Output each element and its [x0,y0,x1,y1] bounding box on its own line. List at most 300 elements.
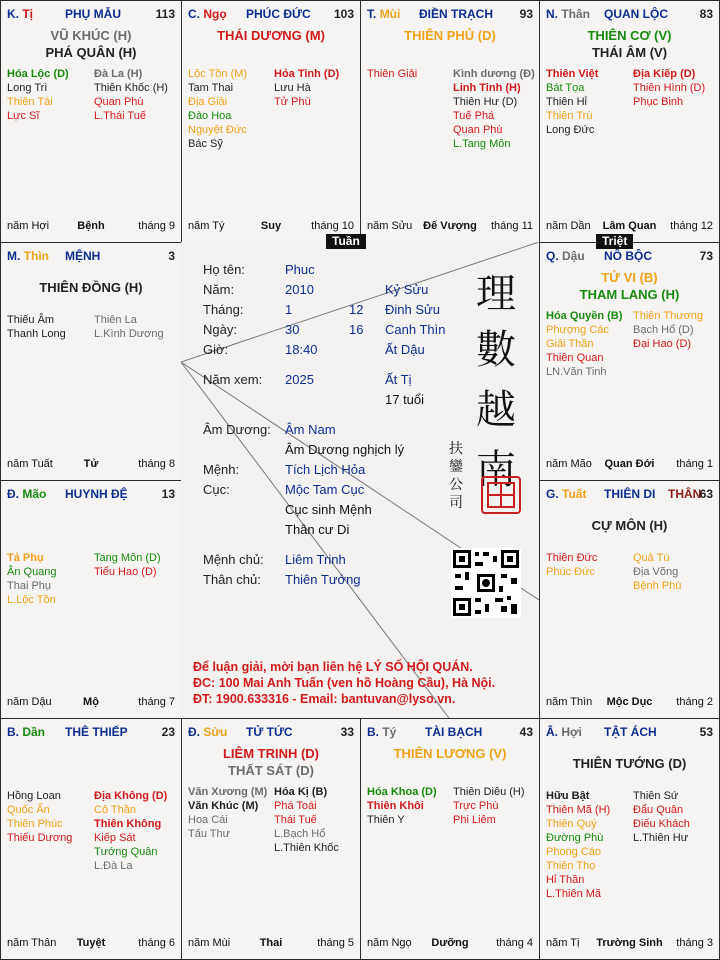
footer-life-stage: Mộ [83,696,99,708]
major-stars [361,745,539,762]
minor-stars-left [546,67,598,137]
company-char-2: 鑾 [449,459,463,475]
minor-star: Văn Xương (M) [188,786,268,798]
minor-stars-left [188,67,247,151]
company-vertical-text [449,440,465,512]
palace-position [367,7,400,21]
minor-star: Hữu Bật [546,790,590,802]
minor-star: Đào Hoa [188,110,232,122]
major-stars [540,517,719,534]
minor-star: Thiên Trù [546,110,593,122]
minor-star: Linh Tinh (H) [453,82,521,94]
contact-line-1: Để luận giải, mời bạn liên hệ LÝ SỐ HỘI QUÁN. [193,660,473,674]
palace-number: 73 [699,249,713,263]
minor-star: Thiên Thọ [546,860,596,872]
hour-value: 18:40 [285,342,318,357]
minor-star: Thái Tuế [274,814,317,826]
minor-star: Thiên Sứ [633,790,679,802]
palace-position [7,7,33,21]
position-branch: Thìn [23,249,50,263]
footer-life-stage: Suy [260,220,282,232]
minor-star: Tử Phù [274,96,311,108]
minor-star: Cô Thần [94,804,136,816]
major-star: THÁI DƯƠNG (M) [217,28,325,43]
position-branch: Mão [22,487,47,501]
minor-star: Phá Toái [274,800,317,812]
minor-star: Long Trì [7,82,48,94]
major-stars [361,27,539,44]
palace-number: 53 [699,725,713,739]
position-branch: Tý [382,725,397,739]
footer-month: tháng 8 [138,458,175,470]
minor-star: Thiên Diêu (H) [453,786,525,798]
palace-position [188,725,227,739]
position-branch: Dần [22,725,46,739]
minor-star: Quan Phù [94,96,144,108]
minor-star: Giải Thần [546,338,594,350]
menh-label: Mệnh: [203,462,240,477]
position-label: C. [188,7,200,21]
minor-star: Quốc Ấn [7,804,50,816]
palace-name: TỬ TỨC [246,725,293,739]
minor-stars-left [7,67,69,123]
minor-stars-right [453,785,525,827]
palace-footer [188,220,354,234]
palace-name: PHỤ MẪU [65,7,121,21]
palace-header [546,249,713,265]
palace-header [546,7,713,23]
minor-stars-left [7,313,66,341]
day-lunar: 30 [285,322,300,337]
footer-month: tháng 3 [676,937,713,949]
palace-name: PHÚC ĐỨC [246,7,311,21]
position-label: K. [7,7,19,21]
minor-star: Đà La (H) [94,68,143,80]
minor-stars-right [94,789,167,873]
footer-life-stage: Tử [83,458,99,470]
calligraphy-char-2: 數 [476,327,516,373]
minor-stars-right [94,67,168,123]
footer-life-stage: Lâm Quan [602,220,657,232]
palace-name: TẬT ÁCH [604,725,657,739]
footer-life-stage: Mộc Dục [606,696,653,708]
minor-star: Thiên Quan [546,352,604,364]
cell-mui [360,0,540,243]
palace-number: 93 [519,7,533,21]
minor-star: L.Thiên Khốc [274,842,339,854]
minor-star: Địa Kiếp (D) [633,68,696,80]
palace-header [7,249,175,265]
palace-position [7,487,46,501]
minor-star: Thanh Long [7,328,66,340]
contact-phone-email[interactable]: ĐT: 1900.633316 - Email: bantuvan@lyso.vn. [193,692,456,706]
palace-footer [7,937,175,951]
minor-star: Quả Tú [633,552,670,564]
position-branch: Ngọ [203,7,227,21]
year-can-chi: Kỷ Sửu [385,282,429,297]
minor-star: L.Lộc Tồn [7,594,56,606]
menh-chu-value: Liêm Trinh [285,552,346,567]
triet-marker: Triệt [596,234,633,249]
footer-month: tháng 5 [317,937,354,949]
minor-star: Đường Phù [546,832,604,844]
cell-tuat [539,480,720,719]
cell-dau [539,242,720,481]
major-star: THIÊN PHỦ (D) [404,28,496,43]
position-branch: Mùi [379,7,401,21]
minor-star: Phi Liêm [453,814,496,826]
palace-footer [367,937,533,951]
minor-stars-left [367,785,437,827]
minor-star: Thiên Hỉ [546,96,587,108]
footer-year: năm Sửu [367,220,413,232]
palace-header [367,7,533,23]
cell-dan [0,718,182,960]
minor-stars-right [453,67,535,151]
minor-star: Thiên Mã (H) [546,804,611,816]
position-label: T. [367,7,377,21]
minor-star: Kình dương (Đ) [453,68,535,80]
palace-name: HUYNH ĐỆ [65,487,128,501]
palace-number: 33 [340,725,354,739]
footer-year: năm Ngọ [367,937,412,949]
palace-position [546,487,586,501]
name-label: Họ tên: [203,262,245,277]
minor-star: Thiên Việt [546,68,599,80]
minor-star: Tam Thai [188,82,234,94]
minor-star: Thiên Hình (D) [633,82,706,94]
menh-value: Tích Lịch Hỏa [285,462,366,477]
palace-position [546,725,582,739]
minor-star: L.Thái Tuế [94,110,146,122]
cuc-note-2: Thân cư Di [285,522,350,537]
position-label: G. [546,487,559,501]
footer-life-stage: Thai [259,937,283,949]
view-year-value: 2025 [285,372,314,387]
minor-star: Địa Không (D) [94,790,168,802]
cell-than [539,0,720,243]
footer-month: tháng 10 [311,220,354,232]
palace-number: 113 [155,7,175,21]
palace-footer [546,937,713,951]
footer-year: năm Mùi [188,937,231,949]
footer-year: năm Tý [188,220,225,232]
palace-number: 83 [699,7,713,21]
view-year-can-chi: Ất Tị [385,372,412,387]
footer-month: tháng 4 [496,937,533,949]
palace-footer [7,220,175,234]
minor-star: Thai Phụ [7,580,52,592]
palace-number: 23 [161,725,175,739]
cuc-note-1: Cục sinh Mệnh [285,502,372,517]
footer-year: năm Tuất [7,458,53,470]
minor-star: LN.Văn Tinh [546,366,607,378]
minor-star: L.Thiên Mã [546,888,602,900]
minor-star: Hoa Cái [188,814,228,826]
minor-stars-left [546,551,597,579]
major-star: THAM LANG (H) [579,287,680,302]
minor-star: Đại Hao (D) [633,338,692,350]
palace-header [7,725,175,741]
than-marker: THÂN [668,487,702,501]
footer-year: năm Thìn [546,696,593,708]
major-star: TỬ VI (B) [601,270,658,285]
position-label: Đ. [188,725,200,739]
position-branch: Dậu [562,249,585,263]
footer-month: tháng 2 [676,696,713,708]
minor-star: Thiên Khốc (H) [94,82,168,94]
major-star: THIÊN TƯỚNG (D) [572,756,687,771]
minor-star: Lực Sĩ [7,110,40,122]
palace-position [7,249,49,263]
cell-ngo [181,0,361,243]
cell-ti [0,0,182,243]
minor-star: Tuế Phá [453,110,495,122]
palace-number: 63 [699,487,713,501]
calligraphy-char-3: 越 [476,387,516,433]
minor-stars-right [633,67,705,109]
day-label: Ngày: [203,322,237,337]
minor-stars-left [7,551,57,607]
palace-header [7,487,175,503]
major-star: LIÊM TRINH (D) [222,746,320,761]
year-label: Năm: [203,282,235,297]
palace-footer [7,458,175,472]
palace-position [188,7,227,21]
view-year-row [203,372,523,387]
cell-ty [360,718,540,960]
hour-label: Giờ: [203,342,229,357]
minor-star: L.Kình Dương [94,328,164,340]
minor-star: L.Bạch Hổ [274,828,326,840]
position-label: Đ. [7,487,19,501]
footer-month: tháng 7 [138,696,175,708]
minor-stars-right [94,551,161,579]
company-char-4: 司 [449,495,463,511]
minor-star: Đẩu Quân [633,804,684,816]
minor-star: Hóa Khoa (D) [367,786,437,798]
position-label: Q. [546,249,559,263]
major-stars [182,745,360,779]
company-char-1: 扶 [449,441,463,457]
minor-stars-right [94,313,164,341]
minor-stars-right [274,67,339,109]
minor-star: Kiếp Sát [94,832,136,844]
minor-star: Bệnh Phù [633,580,682,592]
palace-number: 103 [333,7,354,21]
palace-name: THÊ THIẾP [65,725,128,739]
age-value: 17 tuổi [385,392,425,407]
than-chu-label: Thân chủ: [203,572,261,587]
palace-position [546,249,585,263]
minor-stars-right [633,789,690,845]
company-char-3: 公 [449,477,463,493]
palace-header [546,487,713,503]
minor-star: L.Đà La [94,860,133,872]
major-stars [182,27,360,44]
footer-month: tháng 1 [676,458,713,470]
palace-footer [546,458,713,472]
major-stars [540,269,719,303]
footer-year: năm Dần [546,220,591,232]
view-year-label: Năm xem: [203,372,263,387]
minor-stars-right [633,309,703,351]
minor-stars-right [633,551,681,593]
minor-stars-left [7,789,72,845]
menh-chu-label: Mệnh chủ: [203,552,264,567]
minor-star: Trực Phù [453,800,499,812]
palace-position [546,7,590,21]
footer-month: tháng 6 [138,937,175,949]
name-value: Phuc [285,262,315,277]
contact-address: ĐC: 100 Mai Anh Tuấn (ven hồ Hoàng Cầu), Hà Nội. [193,676,496,690]
position-label: M. [7,249,21,263]
red-seal-stamp [481,476,521,514]
day-solar: 16 [349,322,364,337]
footer-life-stage: Trường Sinh [596,937,663,949]
footer-year: năm Hợi [7,220,50,232]
cuc-value: Mộc Tam Cục [285,482,365,497]
am-duong-label: Âm Dương: [203,422,271,437]
minor-star: Địa Võng [633,566,679,578]
major-stars [1,279,181,296]
major-stars [540,27,719,61]
palace-header [188,7,354,23]
minor-star: Tiểu Hao (D) [94,566,157,578]
minor-star: Phục Binh [633,96,684,108]
minor-star: Thiên Phúc [7,818,63,830]
major-stars [540,755,719,772]
tuan-marker: Tuần [326,234,366,249]
footer-month: tháng 12 [670,220,713,232]
month-label: Tháng: [203,302,244,317]
major-star: THÁI ÂM (V) [591,45,668,60]
footer-life-stage: Bệnh [77,220,105,232]
minor-star: L.Tang Môn [453,138,511,150]
minor-stars-left [546,309,622,379]
palace-name: NÔ BỘC [604,249,652,263]
minor-star: Tả Phụ [7,552,44,564]
minor-star: Thiên Giải [367,68,418,80]
palace-position [367,725,396,739]
center-info-panel [181,242,539,718]
footer-year: năm Thân [7,937,57,949]
footer-year: năm Mão [546,458,592,470]
minor-star: Hỉ Thần [546,874,585,886]
minor-star: Quan Phù [453,124,503,136]
palace-footer [546,220,713,234]
month-lunar: 1 [285,302,293,317]
position-label: N. [546,7,558,21]
minor-star: Thiên La [94,314,137,326]
minor-star: Địa Giải [188,96,228,108]
cell-thin [0,242,182,481]
minor-star: Thiên Quý [546,818,597,830]
palace-footer [546,696,713,710]
minor-stars-left [367,67,417,81]
minor-star: Tang Môn (D) [94,552,161,564]
month-can-chi: Đinh Sửu [385,302,440,317]
position-label: B. [7,725,19,739]
major-star: THIÊN CƠ (V) [587,28,672,43]
cell-suu [181,718,361,960]
major-star: PHÁ QUÂN (H) [45,45,137,60]
position-branch: Thân [561,7,591,21]
minor-star: Thiên Tài [7,96,53,108]
than-chu-value: Thiên Tướng [285,572,361,587]
minor-star: Phong Cáo [546,846,602,858]
minor-star: Thiên Khôi [367,800,424,812]
palace-footer [367,220,533,234]
minor-star: Phúc Đức [546,566,595,578]
position-branch: Tuất [562,487,587,501]
month-solar: 12 [349,302,364,317]
minor-star: Thiên Thương [633,310,704,322]
minor-star: Bác Sỹ [188,138,223,150]
minor-star: Hỏa Tinh (D) [274,68,340,80]
position-label: B. [367,725,379,739]
minor-star: Điếu Khách [633,818,690,830]
am-duong-note: Âm Dương nghịch lý [285,442,405,457]
minor-star: Phượng Các [546,324,609,336]
qr-code-icon[interactable] [451,548,521,618]
name-row [203,262,315,277]
palace-name: ĐIỀN TRẠCH [419,7,493,21]
am-duong-value: Âm Nam [285,422,336,437]
major-star: CỰ MÔN (H) [591,518,668,533]
major-star: THẤT SÁT (D) [228,763,314,778]
palace-header [188,725,354,741]
major-star: THIÊN LƯƠNG (V) [393,746,507,761]
minor-star: Hóa Kị (B) [274,786,328,798]
palace-footer [7,696,175,710]
calligraphy-char-4: 南 [476,447,516,493]
footer-month: tháng 11 [490,220,533,232]
major-star: THIÊN ĐỒNG (H) [39,280,143,295]
minor-star: Hồng Loan [7,790,61,802]
footer-month: tháng 9 [138,220,175,232]
minor-star: L.Thiên Hư [633,832,689,844]
minor-star: Hóa Quyền (B) [546,310,623,322]
footer-life-stage: Đế Vượng [423,220,477,232]
footer-life-stage: Dưỡng [431,937,469,949]
palace-number: 13 [161,487,175,501]
year-value: 2010 [285,282,314,297]
minor-star: Bạch Hổ (D) [633,324,694,336]
minor-star: Lưu Hà [274,82,311,94]
palace-name: TÀI BẠCH [425,725,483,739]
cell-mao [0,480,182,719]
minor-star: Thiên Không [94,818,162,830]
day-can-chi: Canh Thìn [385,322,446,337]
minor-star: Văn Khúc (M) [188,800,259,812]
minor-stars-left [188,785,267,841]
cuc-label: Cục: [203,482,230,497]
minor-star: Long Đức [546,124,595,136]
palace-position [7,725,45,739]
hour-can-chi: Ất Dậu [385,342,425,357]
minor-star: Thiên Hư (D) [453,96,518,108]
position-branch: Hợi [561,725,582,739]
minor-star: Bát Tọa [546,82,585,94]
minor-star: Thiếu Âm [7,314,55,326]
palace-header [367,725,533,741]
footer-life-stage: Quan Đới [604,458,655,470]
minor-star: Thiên Đức [546,552,598,564]
minor-star: Tướng Quân [94,846,158,858]
major-stars [1,27,181,61]
palace-name: MỆNH [65,249,101,263]
